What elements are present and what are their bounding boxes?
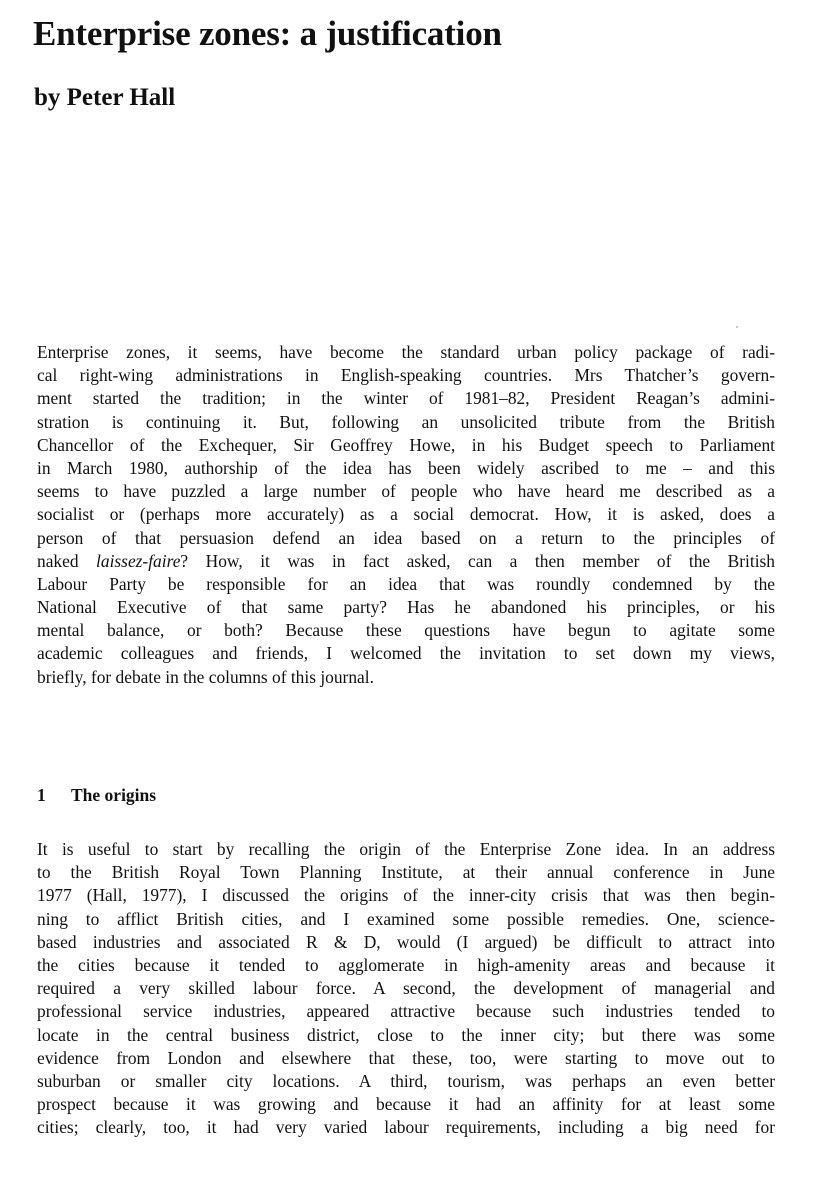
text-line: locate in the central business district, close to the inner city; but there was some [37,1024,775,1045]
text-line: Labour Party be responsible for an idea that was roundly condemned by the [37,573,775,594]
text-line: prospect because it was growing and because it had an affinity for at least some [37,1094,775,1115]
section-heading [37,785,156,806]
text-line: ment started the tradition; in the winter of 1981–82, President Reagan’s admini- [37,388,775,409]
text-line: to the British Royal Town Planning Institute, at their annual conference in June [37,862,775,883]
text-line: ning to afflict British cities, and I examined some possible remedies. One, science- [37,908,775,929]
text-line: seems to have puzzled a large number of people who have heard me described as a [37,481,775,502]
text-line: academic colleagues and friends, I welcomed the invitation to set down my views, [37,643,775,664]
text-line: cal right-wing administrations in English-speaking countries. Mrs Thatcher’s govern- [37,365,775,386]
article-byline: by Peter Hall [34,84,176,111]
article-title: Enterprise zones: a justification [33,14,502,53]
italic-term: laissez-faire [96,550,181,571]
text-segment: naked [37,550,97,571]
abstract-paragraph [37,341,775,689]
text-line: person of that persuasion defend an idea based on a return to the principles of [37,527,775,548]
text-line: suburban or smaller city locations. A third, tourism, was perhaps an even better [37,1070,775,1091]
text-line: mental balance, or both? Because these questions have begun to agitate some [37,620,775,641]
text-line: It is useful to start by recalling the origin of the Enterprise Zone idea. In an address [37,839,775,859]
text-line: cities; clearly, too, it had very varied labour requirements, including a big need for [37,1117,775,1138]
text-line-mixed [37,550,775,573]
text-line: Chancellor of the Exchequer, Sir Geoffrey Howe, in his Budget speech to Parliament [37,434,775,455]
body-paragraph [37,838,775,1139]
text-line: in March 1980, authorship of the idea has been widely ascribed to me – and this [37,457,775,478]
section-title: The origins [71,785,157,805]
text-line: socialist or (perhaps more accurately) as a social democrat. How, it is asked, does a [37,504,775,525]
text-line: professional service industries, appeared attractive because such industries tended to [37,1001,775,1022]
text-line: evidence from London and elsewhere that these, too, were starting to move out to [37,1047,775,1068]
text-line: required a very skilled labour force. A second, the development of managerial and [37,978,775,999]
text-line: 1977 (Hall, 1977), I discussed the origins of the inner-city crisis that was then begin- [37,885,775,906]
text-line: stration is continuing it. But, following an unsolicited tribute from the British [37,411,775,432]
text-line: briefly, for debate in the columns of this journal. [37,666,374,687]
text-line: based industries and associated R & D, would (I argued) be difficult to attract into [37,931,775,952]
scan-speck [736,326,738,328]
section-number: 1 [37,785,46,805]
text-line: the cities because it tended to agglomerate in high-amenity areas and because it [37,954,775,975]
text-line: Enterprise zones, it seems, have become the standard urban policy package of radi- [37,342,775,362]
text-line: National Executive of that same party? Has he abandoned his principles, or his [37,597,775,618]
text-segment: ? How, it was in fact asked, can a then member of the British [180,550,775,571]
